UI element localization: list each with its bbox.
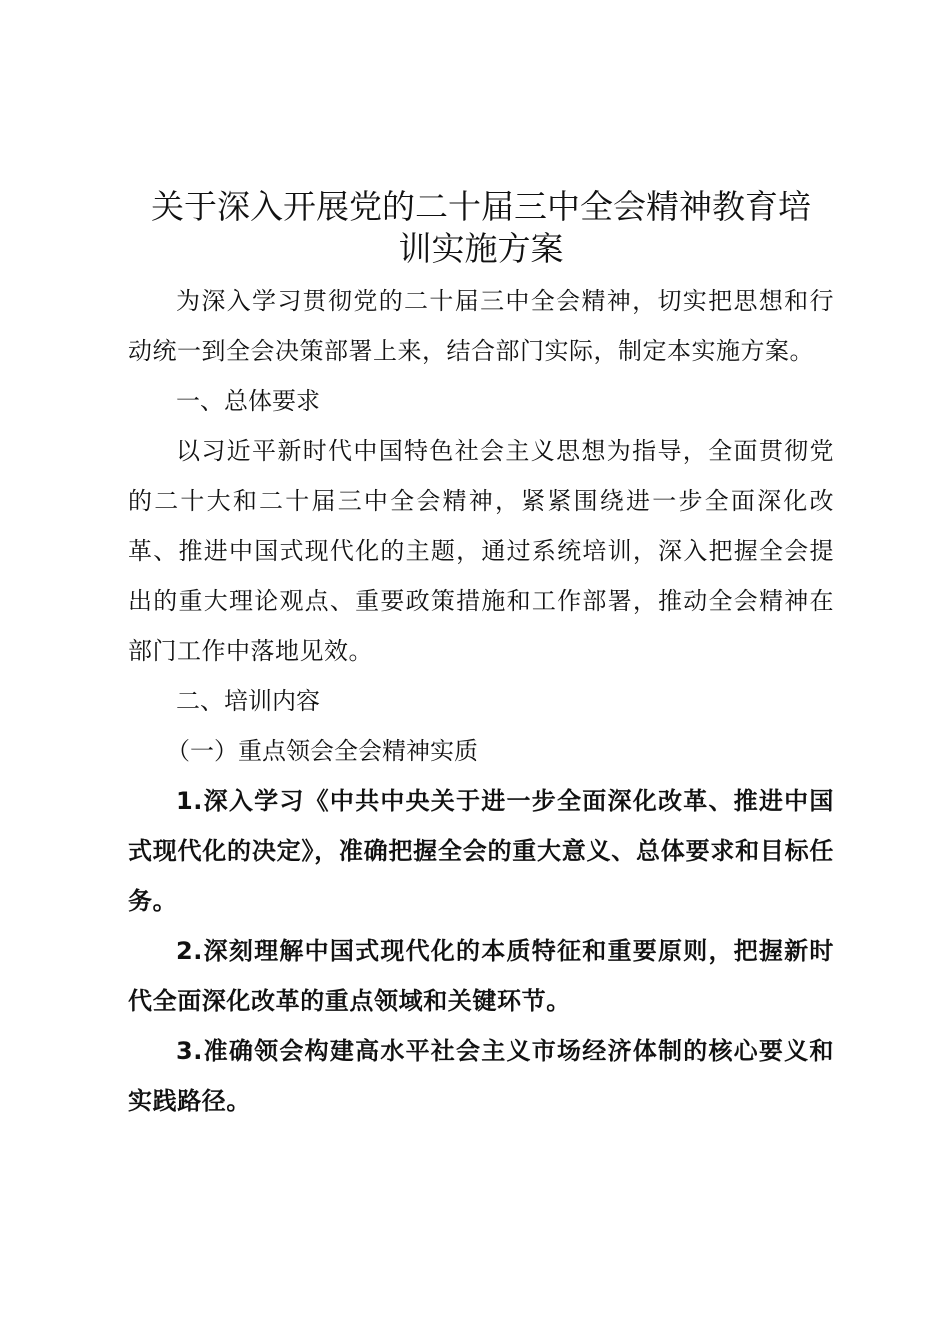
content-item-1: 1.深入学习《中共中央关于进一步全面深化改革、推进中国式现代化的决定》，准确把握全会的重大意义、总体要求和目标任务。 — [128, 787, 834, 915]
document-content — [128, 186, 834, 1126]
intro-paragraph: 为深入学习贯彻党的二十届三中全会精神，切实把思想和行动统一到全会决策部署上来，结合部门实际，制定本实施方案。 — [128, 287, 834, 365]
subsection-1-heading: （一）重点领会全会精神实质 — [166, 737, 478, 765]
section-1-body: 以习近平新时代中国特色社会主义思想为指导，全面贯彻党的二十大和二十届三中全会精神，紧紧围绕进一步全面深化改革、推进中国式现代化的主题，通过系统培训，深入把握全会提出的重大理论观点、重要政策措施和工作部署，推动全会精神在部门工作中落地见效。 — [128, 437, 834, 665]
section-2-heading: 二、培训内容 — [176, 687, 320, 715]
content-item-3: 3.准确领会构建高水平社会主义市场经济体制的核心要义和实践路径。 — [128, 1037, 834, 1115]
content-item-2: 2.深刻理解中国式现代化的本质特征和重要原则，把握新时代全面深化改革的重点领域和关键环节。 — [128, 937, 834, 1015]
title-line-1: 关于深入开展党的二十届三中全会精神教育培 — [151, 187, 811, 226]
document-title — [128, 186, 834, 270]
title-line-2: 训实施方案 — [398, 229, 564, 268]
section-1-heading: 一、总体要求 — [176, 387, 320, 415]
